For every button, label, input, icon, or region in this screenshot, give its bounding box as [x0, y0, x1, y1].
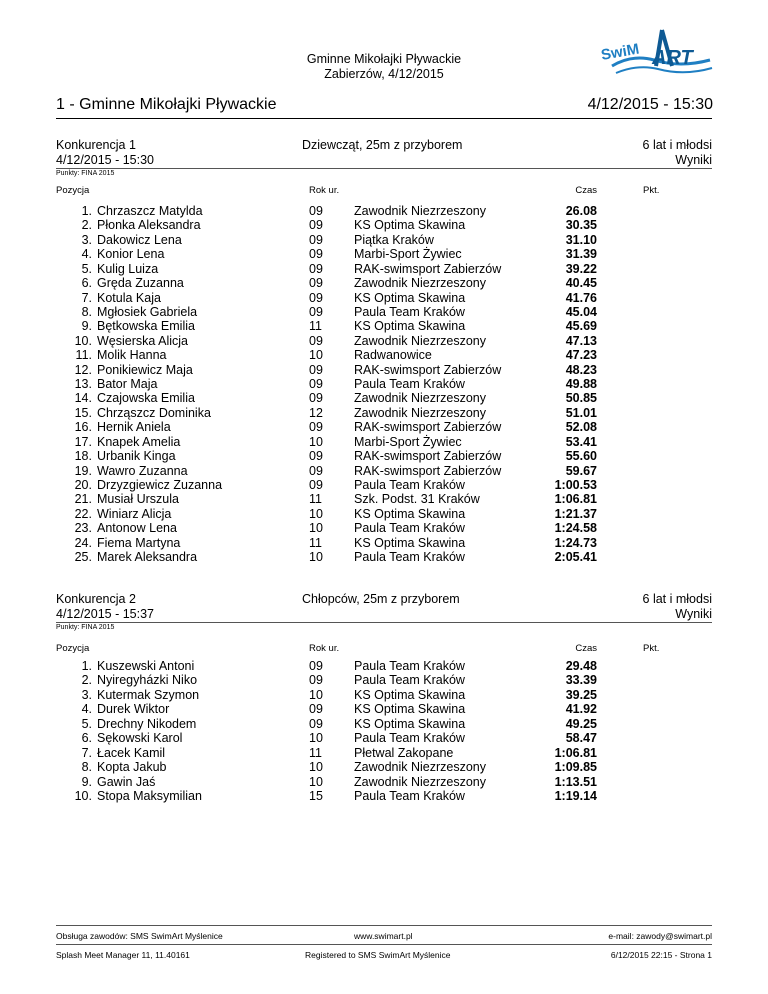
result-name: Winiarz Alicja [97, 506, 172, 521]
result-time: 47.13 [565, 333, 597, 348]
result-position: 20. [74, 477, 92, 492]
table-row [0, 420, 768, 434]
result-name: Ponikiewicz Maja [97, 362, 193, 377]
result-year: 09 [309, 420, 323, 435]
competition-2-header-time: Czas [575, 643, 597, 654]
table-row [0, 536, 768, 550]
result-club: Zawodnik Niezrzeszony [354, 276, 486, 291]
result-position: 11. [75, 348, 92, 363]
result-club: Zawodnik Niezrzeszony [354, 760, 486, 775]
result-year: 09 [309, 449, 323, 464]
competition-1-group [643, 138, 712, 168]
result-time: 48.23 [565, 362, 597, 377]
result-position: 8. [81, 760, 92, 775]
result-position: 6. [81, 731, 92, 746]
result-year: 11 [309, 745, 322, 760]
result-name: Węsierska Alicja [97, 333, 188, 348]
result-name: Łacek Kamil [97, 745, 166, 760]
competition-2-group [643, 592, 712, 622]
result-year: 09 [309, 261, 323, 276]
competition-1-description: Dziewcząt, 25m z przyborem [302, 138, 463, 152]
result-club: Paula Team Kraków [354, 789, 465, 804]
result-time: 51.01 [565, 405, 597, 420]
result-year: 11 [309, 319, 322, 334]
result-position: 5. [81, 716, 92, 731]
footer-divider-top [56, 925, 712, 926]
result-time: 59.67 [565, 463, 597, 478]
table-row [0, 204, 768, 218]
result-position: 7. [81, 290, 92, 305]
result-position: 3. [81, 687, 92, 702]
table-row [0, 507, 768, 521]
result-year: 12 [309, 405, 323, 420]
competition-2-age-group: 6 lat i młodsi [642, 592, 712, 606]
competition-1-header-year: Rok ur. [309, 185, 340, 196]
result-name: Fiema Martyna [97, 535, 181, 550]
table-row [0, 305, 768, 319]
table-row [0, 262, 768, 276]
result-club: Zawodnik Niezrzeszony [354, 405, 486, 420]
competition-2-name: Konkurencja 2 [56, 592, 136, 606]
result-club: Paula Team Kraków [354, 673, 465, 688]
result-position: 7. [81, 745, 92, 760]
result-club: Paula Team Kraków [354, 477, 465, 492]
meet-name: Gminne Mikołajki Pływackie [306, 52, 462, 66]
table-row [0, 702, 768, 716]
result-club: Zawodnik Niezrzeszony [354, 774, 486, 789]
result-year: 09 [309, 463, 323, 478]
footer-email[interactable]: e-mail: zawody@swimart.pl [608, 931, 712, 941]
competition-2-header-position: Pozycja [56, 643, 90, 654]
result-time: 1:06.81 [554, 492, 597, 507]
table-row [0, 276, 768, 290]
result-club: Marbi-Sport Żywiec [354, 247, 462, 262]
result-club: Paula Team Kraków [354, 550, 465, 565]
result-time: 31.39 [565, 247, 597, 262]
result-position: 16. [74, 420, 92, 435]
result-time: 26.08 [565, 204, 597, 218]
result-year: 10 [309, 731, 323, 746]
table-row [0, 731, 768, 745]
result-position: 1. [81, 659, 92, 673]
result-position: 12. [74, 362, 92, 377]
result-time: 52.08 [565, 420, 597, 435]
result-position: 8. [81, 304, 92, 319]
result-year: 09 [309, 362, 323, 377]
competition-2-datetime: 4/12/2015 - 15:37 [56, 607, 154, 621]
result-club: RAK-swimsport Zabierzów [354, 463, 502, 478]
result-club: Zawodnik Niezrzeszony [354, 333, 486, 348]
table-row [0, 746, 768, 760]
result-club: KS Optima Skawina [354, 218, 466, 233]
result-club: Marbi-Sport Żywiec [354, 434, 462, 449]
result-time: 1:24.58 [554, 521, 597, 536]
result-name: Wawro Zuzanna [97, 463, 188, 478]
competition-2-header-points: Pkt. [643, 643, 660, 654]
result-year: 10 [309, 348, 323, 363]
result-name: Mgłosiek Gabriela [97, 304, 198, 319]
result-name: Kotula Kaja [97, 290, 161, 305]
result-club: Paula Team Kraków [354, 521, 465, 536]
result-club: KS Optima Skawina [354, 319, 466, 334]
table-row [0, 688, 768, 702]
meet-place-date: Zabierzów, 4/12/2015 [324, 67, 444, 81]
result-position: 25. [74, 550, 92, 565]
result-time: 31.10 [565, 232, 597, 247]
table-row [0, 717, 768, 731]
result-year: 09 [309, 477, 323, 492]
result-year: 09 [309, 702, 323, 717]
result-name: Kuszewski Antoni [97, 659, 195, 673]
table-row [0, 659, 768, 673]
competition-2-description: Chłopców, 25m z przyborem [302, 592, 460, 606]
result-position: 19. [74, 463, 92, 478]
result-year: 09 [309, 232, 323, 247]
event-title: 1 - Gminne Mikołajki Pływackie [56, 96, 277, 113]
table-row [0, 449, 768, 463]
competition-2-info [56, 592, 154, 622]
result-name: Durek Wiktor [97, 702, 170, 717]
table-row [0, 521, 768, 535]
footer-registered: Registered to SMS SwimArt Myślenice [305, 950, 451, 960]
result-position: 10. [74, 333, 92, 348]
result-year: 10 [309, 760, 323, 775]
competition-1-points-note: Punkty: FINA 2015 [56, 170, 115, 177]
table-row [0, 334, 768, 348]
result-club: RAK-swimsport Zabierzów [354, 420, 502, 435]
result-name: Gawin Jaś [97, 774, 156, 789]
result-year: 09 [309, 247, 323, 262]
competition-2-results-label: Wyniki [675, 607, 712, 621]
result-time: 41.76 [565, 290, 597, 305]
result-time: 39.22 [565, 261, 597, 276]
swimart-logo [592, 26, 720, 84]
result-club: KS Optima Skawina [354, 290, 466, 305]
result-position: 23. [74, 521, 92, 536]
result-name: Płonka Aleksandra [97, 218, 201, 233]
table-row [0, 247, 768, 261]
result-name: Chrzaszcz Matylda [97, 204, 203, 218]
result-position: 21. [74, 492, 92, 507]
result-time: 45.69 [565, 319, 597, 334]
result-year: 09 [309, 204, 323, 218]
result-time: 29.48 [565, 659, 597, 673]
result-name: Nyiregyházki Niko [97, 673, 198, 688]
footer-printed: 6/12/2015 22:15 - Strona 1 [610, 950, 712, 960]
result-year: 10 [309, 506, 323, 521]
result-position: 15. [74, 405, 92, 420]
result-time: 55.60 [565, 449, 597, 464]
result-club: Paula Team Kraków [354, 304, 465, 319]
table-row [0, 391, 768, 405]
result-time: 41.92 [565, 702, 597, 717]
result-name: Konior Lena [97, 247, 165, 262]
competition-1-datetime: 4/12/2015 - 15:30 [56, 153, 154, 167]
table-row [0, 377, 768, 391]
result-name: Marek Aleksandra [97, 550, 198, 565]
result-time: 45.04 [565, 304, 597, 319]
table-row [0, 673, 768, 687]
table-row [0, 775, 768, 789]
result-position: 10. [74, 789, 92, 804]
result-name: Czajowska Emilia [97, 391, 195, 406]
result-position: 2. [81, 218, 92, 233]
result-year: 10 [309, 687, 323, 702]
competition-1-name: Konkurencja 1 [56, 138, 136, 152]
footer-software: Splash Meet Manager 11, 11.40161 [56, 950, 190, 960]
result-name: Gręda Zuzanna [97, 276, 184, 291]
result-club: Paula Team Kraków [354, 377, 465, 392]
result-year: 09 [309, 377, 323, 392]
result-name: Dakowicz Lena [97, 232, 182, 247]
competition-1-age-group: 6 lat i młodsi [642, 138, 712, 152]
result-position: 18. [74, 449, 92, 464]
competition-1-header-points: Pkt. [643, 185, 660, 196]
table-row [0, 464, 768, 478]
result-time: 1:24.73 [554, 535, 597, 550]
table-row [0, 478, 768, 492]
logo-swim-text: SwiM [599, 40, 641, 64]
result-position: 2. [81, 673, 92, 688]
result-name: Stopa Maksymilian [97, 789, 202, 804]
result-name: Bętkowska Emilia [97, 319, 195, 334]
result-position: 22. [74, 506, 92, 521]
result-year: 11 [309, 492, 322, 507]
result-time: 1:06.81 [554, 745, 597, 760]
result-time: 30.35 [565, 218, 597, 233]
table-row [0, 291, 768, 305]
table-row [0, 233, 768, 247]
footer-website[interactable]: www.swimart.pl [354, 931, 413, 941]
table-row [0, 492, 768, 506]
result-position: 13. [74, 377, 92, 392]
result-time: 2:05.41 [554, 550, 597, 565]
result-time: 39.25 [565, 687, 597, 702]
result-club: KS Optima Skawina [354, 716, 466, 731]
footer-service: Obsługa zawodów: SMS SwimArt Myślenice [56, 931, 223, 941]
result-year: 09 [309, 659, 323, 673]
competition-1-header-position: Pozycja [56, 185, 90, 196]
result-year: 09 [309, 276, 323, 291]
result-year: 09 [309, 333, 323, 348]
result-club: RAK-swimsport Zabierzów [354, 261, 502, 276]
result-name: Bator Maja [97, 377, 158, 392]
result-name: Kulig Luiza [97, 261, 159, 276]
table-row [0, 348, 768, 362]
result-time: 1:13.51 [554, 774, 597, 789]
event-divider [56, 118, 712, 119]
result-year: 10 [309, 774, 323, 789]
result-position: 9. [81, 319, 92, 334]
result-year: 09 [309, 673, 323, 688]
result-position: 5. [81, 261, 92, 276]
result-year: 15 [309, 789, 323, 804]
result-club: Zawodnik Niezrzeszony [354, 391, 486, 406]
result-position: 4. [81, 247, 92, 262]
result-name: Sękowski Karol [97, 731, 183, 746]
table-row [0, 218, 768, 232]
result-name: Antonow Lena [97, 521, 177, 536]
table-row [0, 550, 768, 564]
result-club: RAK-swimsport Zabierzów [354, 362, 502, 377]
result-club: KS Optima Skawina [354, 702, 466, 717]
result-year: 10 [309, 550, 323, 565]
result-time: 50.85 [565, 391, 597, 406]
result-club: KS Optima Skawina [354, 687, 466, 702]
table-row [0, 435, 768, 449]
result-position: 1. [81, 204, 92, 218]
event-datetime: 4/12/2015 - 15:30 [587, 96, 713, 113]
result-year: 09 [309, 304, 323, 319]
result-club: Paula Team Kraków [354, 731, 465, 746]
result-name: Molik Hanna [97, 348, 167, 363]
result-year: 09 [309, 391, 323, 406]
result-club: Paula Team Kraków [354, 659, 465, 673]
competition-2-divider [56, 622, 712, 623]
result-name: Musiał Urszula [97, 492, 179, 507]
result-time: 1:21.37 [554, 506, 597, 521]
result-time: 49.88 [565, 377, 597, 392]
result-club: RAK-swimsport Zabierzów [354, 449, 502, 464]
competition-2-points-note: Punkty: FINA 2015 [56, 624, 115, 631]
table-row [0, 760, 768, 774]
result-club: KS Optima Skawina [354, 506, 466, 521]
result-year: 09 [309, 716, 323, 731]
table-row [0, 406, 768, 420]
result-club: Zawodnik Niezrzeszony [354, 204, 486, 218]
result-time: 1:09.85 [554, 760, 597, 775]
result-club: Piątka Kraków [354, 232, 434, 247]
table-row [0, 319, 768, 333]
result-name: Drechny Nikodem [97, 716, 197, 731]
result-year: 10 [309, 521, 323, 536]
competition-1-header-time: Czas [575, 185, 597, 196]
result-club: Szk. Podst. 31 Kraków [354, 492, 480, 507]
result-position: 6. [81, 276, 92, 291]
result-time: 49.25 [565, 716, 597, 731]
result-club: Radwanowice [354, 348, 432, 363]
result-position: 9. [81, 774, 92, 789]
table-row [0, 789, 768, 803]
result-club: Płetwal Zakopane [354, 745, 454, 760]
result-year: 09 [309, 218, 323, 233]
result-club: KS Optima Skawina [354, 535, 466, 550]
result-position: 14. [74, 391, 92, 406]
result-name: Urbanik Kinga [97, 449, 176, 464]
result-position: 3. [81, 232, 92, 247]
result-time: 1:19.14 [554, 789, 597, 804]
result-position: 17. [74, 434, 92, 449]
footer-divider-bottom [56, 944, 712, 945]
result-time: 53.41 [565, 434, 597, 449]
competition-1-divider [56, 168, 712, 169]
result-time: 1:00.53 [554, 477, 597, 492]
competition-1-info [56, 138, 154, 168]
result-year: 09 [309, 290, 323, 305]
result-time: 40.45 [565, 276, 597, 291]
result-time: 58.47 [565, 731, 597, 746]
result-time: 33.39 [565, 673, 597, 688]
table-row [0, 363, 768, 377]
result-time: 47.23 [565, 348, 597, 363]
competition-2-header-year: Rok ur. [309, 643, 340, 654]
result-year: 10 [309, 434, 323, 449]
competition-1-results-label: Wyniki [675, 153, 712, 167]
logo-art-text: ART [652, 47, 693, 69]
result-name: Drzyzgiewicz Zuzanna [97, 477, 223, 492]
result-name: Hernik Aniela [97, 420, 171, 435]
result-name: Kutermak Szymon [97, 687, 200, 702]
result-position: 24. [74, 535, 92, 550]
result-name: Kopta Jakub [97, 760, 167, 775]
result-year: 11 [309, 535, 322, 550]
result-name: Chrząszcz Dominika [97, 405, 211, 420]
result-name: Knapek Amelia [97, 434, 181, 449]
result-position: 4. [81, 702, 92, 717]
